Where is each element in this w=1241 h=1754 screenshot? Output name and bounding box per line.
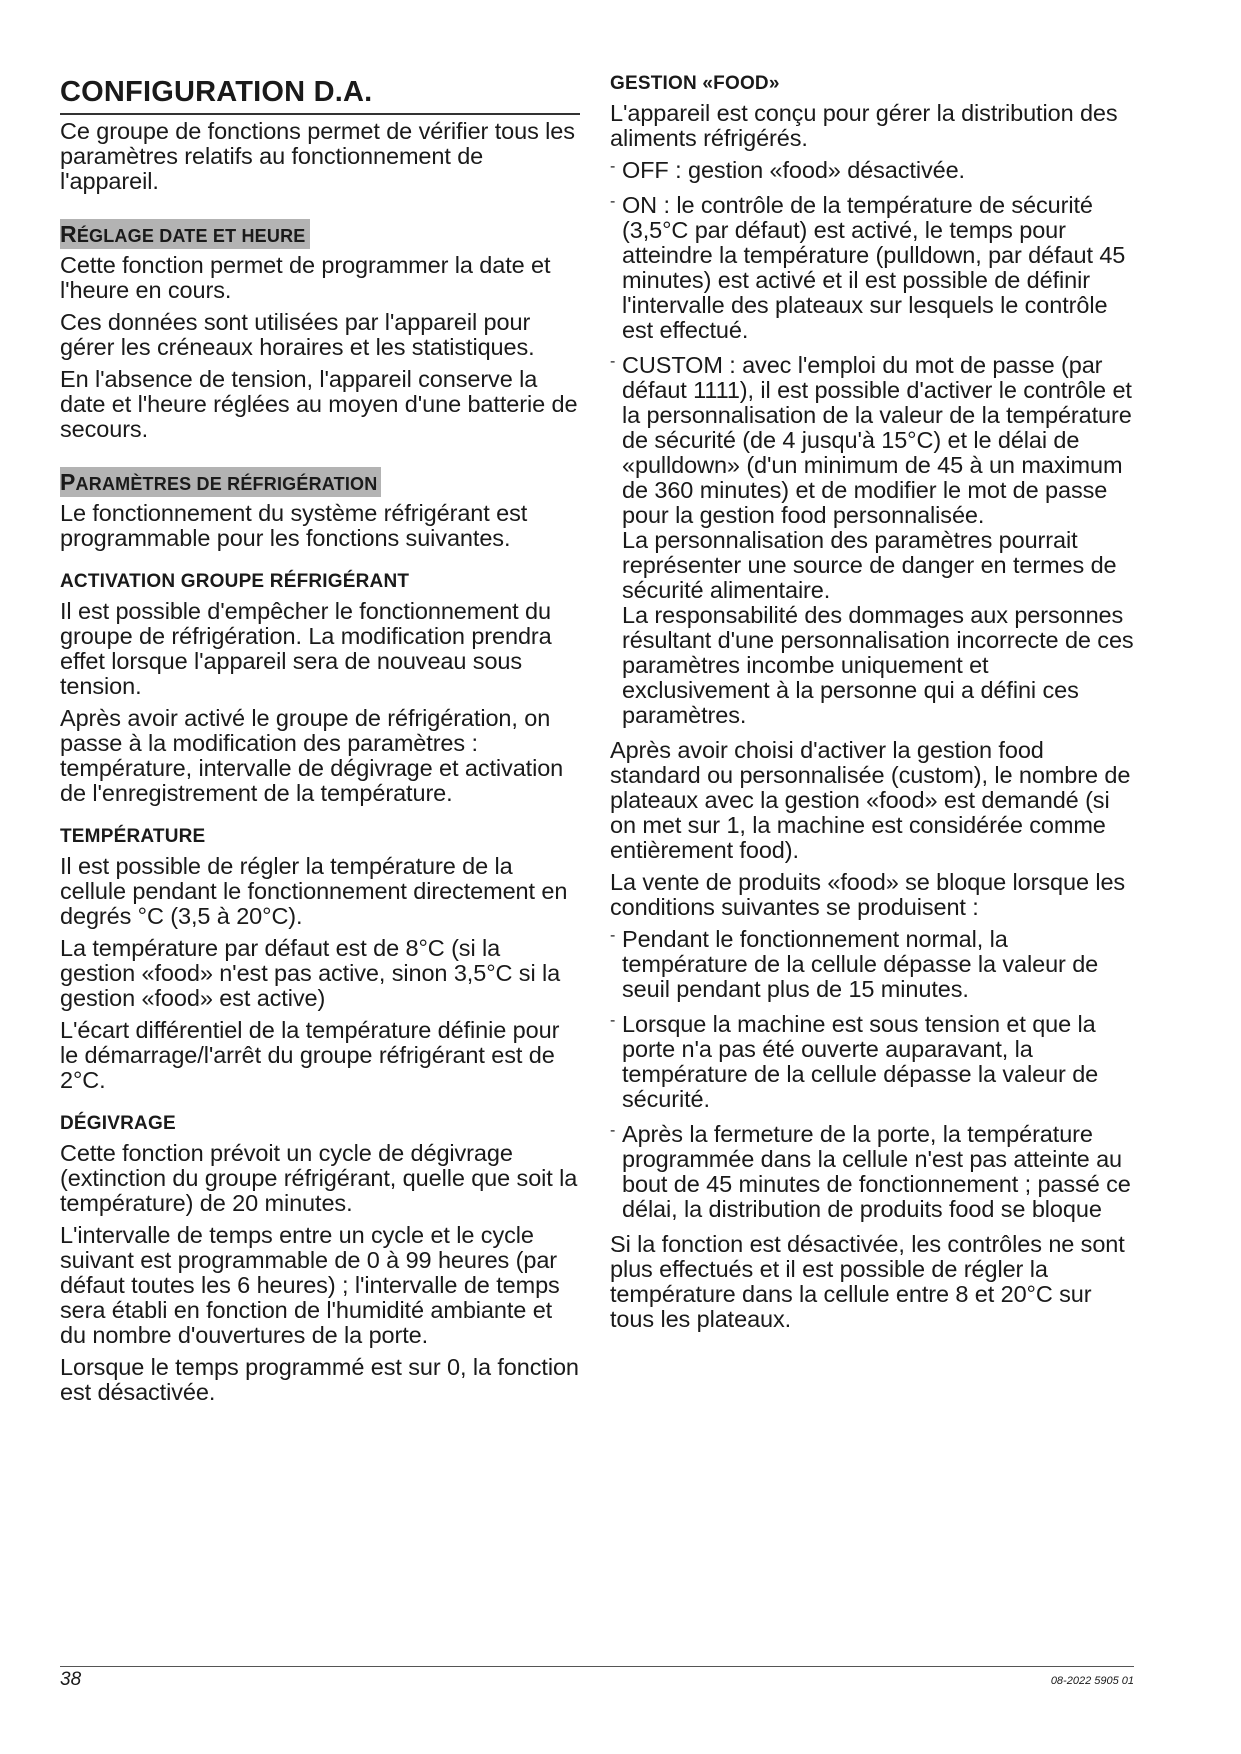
paragraph: En l'absence de tension, l'appareil conserve la date et l'heure réglées au moyen d'une batterie de secours.: [60, 366, 578, 443]
page-number: 38: [60, 1669, 82, 1690]
paragraph: La vente de produits «food» se bloque lorsque les conditions suivantes se produisent :: [610, 869, 1126, 920]
option-on: [610, 193, 1135, 343]
paragraph: La température par défaut est de 8°C (si la gestion «food» n'est pas active, sinon 3,5°C si la gestion «food» est active): [60, 935, 561, 1012]
left-column: [60, 70, 580, 1412]
condition-text: - Après la fermeture de la porte, la température programmée dans la cellule n'est pas atteinte au bout de 45 minutes de fonctionnement ; passé ce délai, la distribution de produits food se bloque: [622, 1121, 1131, 1222]
subheading-degivrage: DÉGIVRAGE: [60, 1113, 176, 1135]
paragraph: Si la fonction est désactivée, les contrôles ne sont plus effectués et il est possible de régler la température dans la cellule entre 8 et 20°C sur tous les plateaux.: [610, 1231, 1125, 1332]
subheading-gestion-food: GESTION «FOOD»: [610, 73, 780, 94]
condition-text: - Pendant le fonctionnement normal, la température de la cellule dépasse la valeur de seuil pendant plus de 15 minutes.: [622, 926, 1099, 1002]
section-heading-text: ARAMÈTRES DE RÉFRIGÉRATION: [75, 474, 378, 495]
paragraph: Cette fonction prévoit un cycle de dégivrage (extinction du groupe réfrigérant, quelle que soit la température) de 20 minutes.: [60, 1140, 578, 1217]
document-reference: 08-2022 5905 01: [1050, 1675, 1134, 1687]
section-heading-text: ÉGLAGE DATE ET HEURE: [76, 226, 306, 247]
paragraph: Cette fonction permet de programmer la date et l'heure en cours.: [60, 252, 551, 304]
paragraph: Il est possible de régler la température de la cellule pendant le fonctionnement directement en degrés °C (3,5 à 20°C).: [60, 853, 568, 930]
footer-divider: [60, 1666, 1134, 1667]
paragraph: L'écart différentiel de la température définie pour le démarrage/l'arrêt du groupe réfrigérant est de 2°C.: [60, 1017, 560, 1094]
condition-item: [610, 1012, 1135, 1112]
paragraph: L'appareil est conçu pour gérer la distribution des aliments réfrigérés.: [610, 100, 1118, 151]
section-heading-initial: R: [60, 221, 77, 248]
intro-paragraph: Ce groupe de fonctions permet de vérifier tous les paramètres relatifs au fonctionnement de l'appareil.: [60, 118, 575, 195]
option-custom: [610, 353, 1135, 728]
section-heading-reglage-date-heure: [60, 219, 310, 249]
option-custom-liability: La responsabilité des dommages aux personnes résultant d'une personnalisation incorrecte de ces paramètres incombe uniquement et exclusivement à la personne qui a défini ces paramètres.: [622, 602, 1134, 728]
paragraph: Lorsque le temps programmé est sur 0, la fonction est désactivée.: [60, 1354, 579, 1406]
section-heading-initial: P: [60, 469, 76, 496]
subheading-temperature: TEMPÉRATURE: [60, 826, 206, 848]
option-off-text: - OFF : gestion «food» désactivée.: [622, 157, 965, 183]
paragraph: Il est possible d'empêcher le fonctionnement du groupe de réfrigération. La modification prendra effet lorsque l'appareil sera de nouveau sous tension.: [60, 598, 552, 700]
condition-item: [610, 1122, 1135, 1222]
right-column: [610, 70, 1135, 1339]
option-custom-warning: La personnalisation des paramètres pourrait représenter une source de danger en termes de sécurité alimentaire.: [622, 527, 1117, 603]
option-off: [610, 158, 1135, 183]
option-on-text: - ON : le contrôle de la température de sécurité (3,5°C par défaut) est activé, le temps pour atteindre la température (pulldown, par défaut 45 minutes) est activé et il est possible de définir l'intervalle des plateaux sur lesquels le contrôle est effectué.: [622, 192, 1126, 343]
option-custom-text: - CUSTOM : avec l'emploi du mot de passe (par défaut 1111), il est possible d'activer le contrôle et la personnalisation de la valeur de la température de sécurité (de 4 jusqu'à 15°C) et le délai de «pulldown» (d'un minimum de 45 à un maximum de 360 minutes) et de modifier le mot de passe pour la gestion food personnalisée.: [622, 352, 1132, 528]
page-title: CONFIGURATION D.A.: [60, 76, 580, 115]
paragraph: Après avoir activé le groupe de réfrigération, on passe à la modification des paramètres : température, intervalle de dégivrage et activation de l'enregistrement de la température.: [60, 705, 564, 807]
condition-item: [610, 927, 1135, 1002]
paragraph: Après avoir choisi d'activer la gestion food standard ou personnalisée (custom), le nombre de plateaux avec la gestion «food» est demandé (si on met sur 1, la machine est considérée comme entièrement food).: [610, 737, 1131, 863]
paragraph: L'intervalle de temps entre un cycle et le cycle suivant est programmable de 0 à 99 heures (par défaut toutes les 6 heures) ; l'intervalle de temps sera établi en fonction de l'humidité ambiante et du nombre d'ouvertures de la porte.: [60, 1222, 560, 1349]
paragraph: Le fonctionnement du système réfrigérant est programmable pour les fonctions suivantes.: [60, 500, 528, 552]
section-heading-parametres-refrigeration: [60, 467, 381, 497]
subheading-activation: ACTIVATION GROUPE RÉFRIGÉRANT: [60, 571, 410, 593]
paragraph: Ces données sont utilisées par l'appareil pour gérer les créneaux horaires et les statistiques.: [60, 309, 535, 361]
condition-text: - Lorsque la machine est sous tension et que la porte n'a pas été ouverte auparavant, la température de la cellule dépasse la valeur de sécurité.: [622, 1011, 1099, 1112]
